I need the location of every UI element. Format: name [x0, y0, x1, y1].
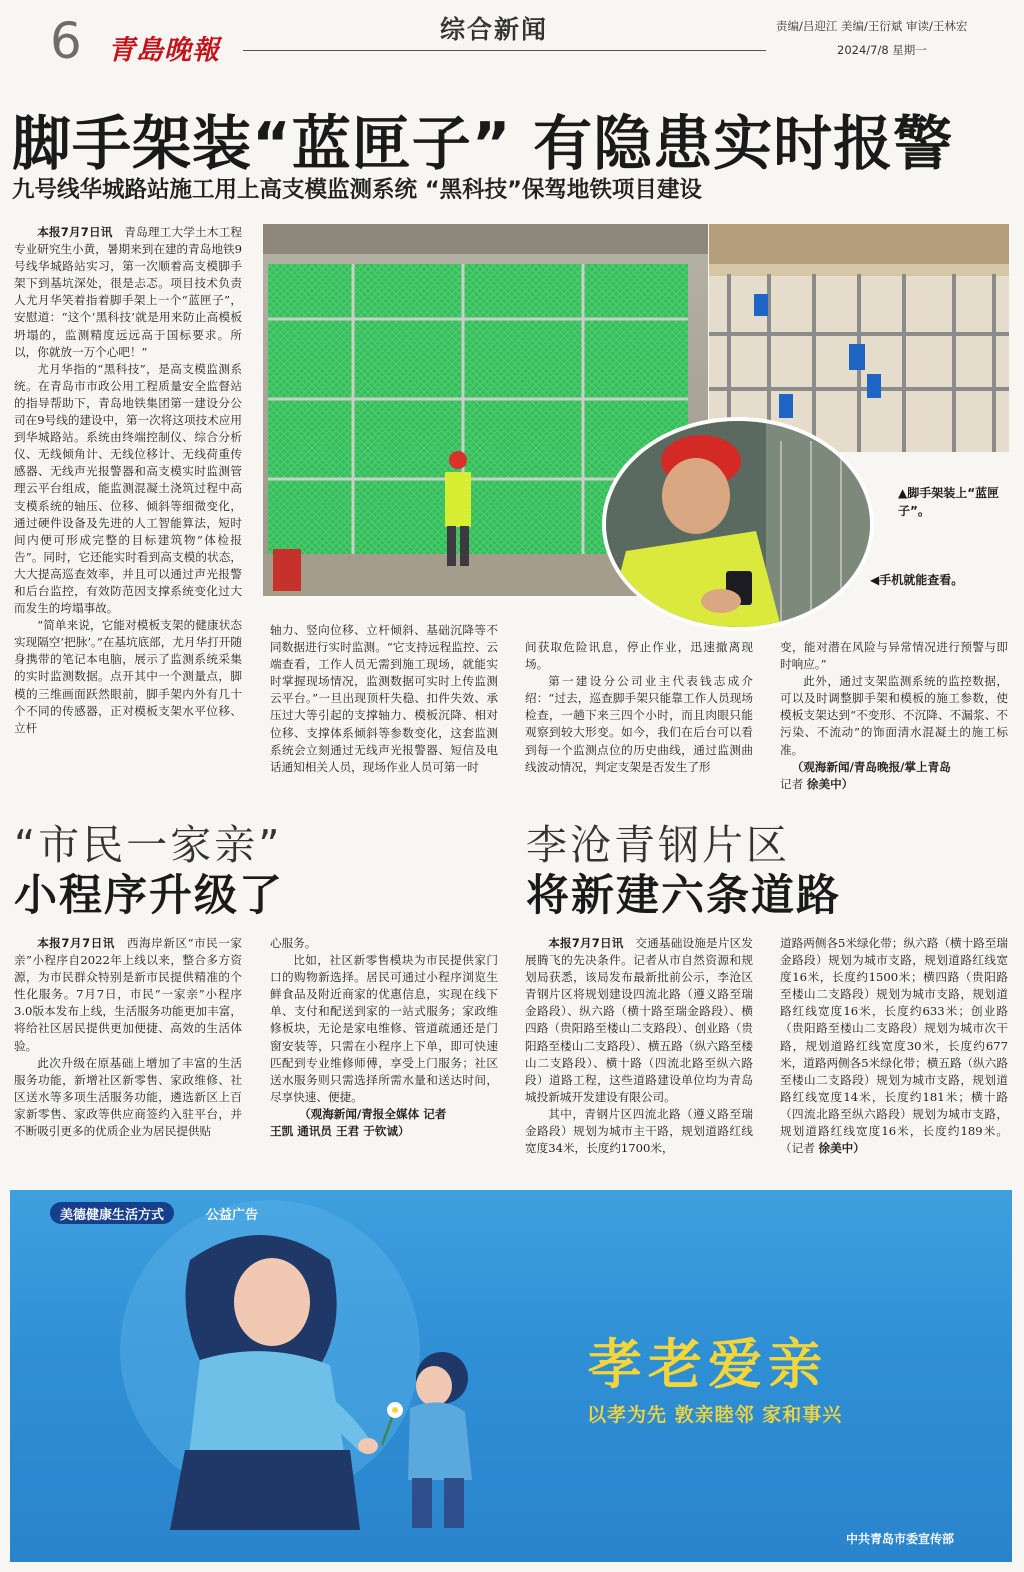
paragraph — [14, 935, 242, 1055]
editor-credits: 责编/吕迎江 美编/王衍斌 审读/王林宏 — [776, 19, 968, 33]
dateline: 本报7月7日讯 — [548, 936, 624, 950]
paragraph — [780, 935, 1008, 1157]
byline — [780, 759, 1008, 793]
story3-title-line2: 将新建六条道路 — [526, 871, 841, 921]
story3-column-2 — [780, 935, 1008, 1180]
masthead-rule — [243, 50, 766, 51]
paragraph: 比如，社区新零售模块为市民提供家门口的购物新选择。居民可通过小程序浏览生鲜食品及附近商家的优惠信息，实现在线下单、支付和配送到家的一站式服务；家政维修板块，无论是家电维修、管道疏通还是门窗安装等，只需在小程序上下单，即可快速匹配到专业维修师傅，享受上门服务；社区送水服务则只需选择所需水量和送达时间，尽享快速、便捷。 — [270, 953, 498, 1104]
page-number: 6 — [50, 12, 82, 70]
paragraph: 轴力、竖向位移、立杆倾斜、基础沉降等不同数据进行实时监测。“它支持远程监控、云端查看，工作人员无需到施工现场，就能实时掌握现场情况，监测数据可实时上传监测云平台。”一旦出现顶杆失稳、扣件失效、承压过大等引起的支撑轴力、模板沉降、相对位移、支撑体系倾斜等参数变化，这套监测系统会立刻通过无线声光报警器、短信及电话通知相关人员，现场作业人员可第一时 — [270, 623, 498, 774]
paragraph-text: 交通基础设施是片区发展腾飞的先决条件。记者从市自然资源和规划局获悉，该局发布最新批前公示，李沧区青钢片区将规划建设四流北路（遵义路至瑞金路段）、纵六路（横十路至瑞金路段）、横四路（贵阳路至楼山二支路段）、创业路（贵阳路至楼山二支路段）、横五路（纵六路至楼山二支路段）、横十路（四流北路至纵六路段）道路工程，这些道路建设单位均为青岛城投新城开发建设有限公司。 — [525, 936, 753, 1104]
photo-caption-1: ▲脚手架装上“蓝匣子”。 — [898, 486, 1000, 518]
lead-subhead: 九号线华城路站施工用上高支模监测系统 “黑科技”保驾地铁项目建设 — [12, 177, 702, 203]
paragraph: 第一建设分公司业主代表钱志成介绍：“过去，巡查脚手架只能靠工作人员现场检查，一趟下来三四个小时，而且肉眼只能观察到较大形变。如今，我们在后台可以看到每一个监测点位的历史曲线，通过监测曲线波动情况，判定支架是否发生了形 — [525, 674, 753, 774]
lead-headline: 脚手架装“蓝匣子” 有隐患实时报警 — [12, 109, 954, 178]
dateline: 本报7月7日讯 — [37, 936, 115, 950]
publication-date: 2024/7/8 星期一 — [837, 43, 927, 57]
ad-theme-tag: 美德健康生活方式 — [50, 1202, 174, 1224]
story2-column-2 — [270, 935, 498, 1180]
story2-title-line2: 小程序升级了 — [14, 871, 284, 921]
lead-column-3 — [525, 639, 753, 797]
public-service-ad — [10, 1190, 1012, 1562]
paragraph: 间获取危险讯息，停止作业，迅速撤离现场。 — [525, 640, 753, 672]
ad-slogan: 以孝为先 敦亲睦邻 家和事兴 — [587, 1404, 843, 1426]
paragraph: 变，能对潜在风险与异常情况进行预警与即时响应。” — [780, 640, 1008, 672]
byline — [270, 1106, 498, 1140]
ad-type-label: 公益广告 — [206, 1208, 259, 1223]
paragraph: 其中，青钢片区四流北路（遵义路至瑞金路段）规划为城市主干路，规划道路红线宽度34米，长度约1700米， — [525, 1106, 753, 1156]
mother-child-illustration — [10, 1190, 1012, 1562]
paper-logo: 青島晚報 — [108, 35, 220, 66]
story2-title-line1: “市民一家亲” — [14, 821, 283, 869]
story3-column-1 — [525, 935, 753, 1180]
byline-source: （观海新闻/青岛晚报/掌上青岛 — [791, 759, 951, 774]
paragraph-text: 西海岸新区“市民一家亲”小程序自2022年上线以来，整合多方资源，为市民群众特别是新市民提供精准的个性化服务。7月7日，市民“一家亲”小程序3.0版本发布上线，生活服务功能更加丰富，将给社区居民提供更加便捷、高效的生活体验。 — [14, 936, 242, 1053]
photo-caption-2: ◀手机就能查看。 — [870, 573, 964, 587]
byline-names: 王凯 通讯员 王君 于钦诚） — [270, 1124, 410, 1139]
byline-label: （记者 — [780, 1141, 815, 1156]
paragraph — [525, 935, 753, 1106]
lead-column-1 — [14, 224, 242, 794]
lead-column-4 — [780, 639, 1008, 797]
dateline: 本报7月7日讯 — [37, 225, 113, 239]
paragraph: 心服务。 — [270, 936, 317, 950]
paragraph: 此外，通过支架监测系统的监控数据，可以及时调整脚手架和模板的施工参数，使模板支架达到“不变形、不沉降、不漏浆、不污染、不流动”的饰面清水混凝土的施工标准。 — [780, 674, 1008, 757]
phone-monitoring-photo — [602, 417, 874, 631]
paragraph — [14, 224, 242, 361]
paragraph: “简单来说，它能对模板支架的健康状态实现隔空‘把脉’。”在基坑底部，尤月华打开随身携带的笔记本电脑，展示了监测系统采集的实时监测数据。点开其中一个测量点，脚模的三维画面跃然眼前，脚手架内外有几十个不同的传感器，正对模板支架水平位移、立杆 — [14, 618, 242, 735]
byline-label: 记者 — [780, 776, 804, 791]
masthead — [0, 0, 1024, 82]
section-name: 综合新闻 — [440, 15, 549, 44]
story2-column-1 — [14, 935, 242, 1180]
byline-source: （观海新闻/青报全媒体 记者 — [299, 1106, 447, 1121]
ad-title: 孝老爱亲 — [588, 1333, 828, 1396]
ad-sponsor: 中共青岛市委宣传部 — [846, 1532, 955, 1546]
paragraph-text: 道路两侧各5米绿化带；纵六路（横十路至瑞金路段）规划为城市支路，规划道路红线宽度16米，长度约1500米；横四路（贵阳路至楼山二支路段）规划为城市支路，规划道路红线宽度16米，长度约633米；创业路（贵阳路至楼山二支路段）规划为城市次干路，规划道路红线宽度30米，长度约677米，道路两侧各5米绿化带；横五路（纵六路至楼山二支路段）规划为城市支路，规划道路红线宽度14米，长度约181米；横十路（四流北路至纵六路段）规划为城市支路，规划道路红线宽度16米，长度约189米。 — [780, 936, 1008, 1139]
paragraph-text: 青岛理工大学土木工程专业研究生小黄，暑期来到在建的青岛地铁9号线华城路站实习，第一次顺着高支模脚手架下到基坑深处，很是忐忑。项目技术负责人尤月华笑着指着脚手架上一个“蓝匣子”，安慰道：“这个‘黑科技’就是用来防止高模板坍塌的，监测精度远远高于国标要求。所以，你就放一万个心吧！” — [14, 225, 242, 359]
byline-reporter: 徐美中） — [818, 1141, 865, 1156]
paragraph: 尤月华指的“黑科技”，是高支模监测系统。在青岛市市政公用工程质量安全监督站的指导帮助下，青岛地铁集团第一建设分公司在9号线的建设中，第一次将这项技术应用到华城路站。系统由终端控制仪、综合分析仪、无线倾角计、无线位移计、无线荷重传感器、无线声光报警器和高支模实时监测管理云平台组成，能监测混凝土浇筑过程中高支模系统的轴压、位移、倾斜等细微变化，通过硬件设备及先进的人工智能算法，短时间内便可形成完整的目标建筑物“体检报告”。同时，它还能实时看到高支模的状态，大大提高巡查效率，并且可以通过声光报警和后台监控，有效防范因支撑系统变化过大而发生的垮塌事故。 — [14, 361, 242, 616]
story3-title-line1: 李沧青钢片区 — [526, 821, 790, 869]
lead-column-2 — [270, 622, 498, 797]
byline-reporter: 徐美中） — [806, 776, 854, 791]
paragraph: 此次升级在原基础上增加了丰富的生活服务功能，新增社区新零售、家政维修、社区送水等多项生活服务功能，遴选新区上百家新零售、家政等供应商签约入驻平台，并不断吸引更多的优质企业为居民提供贴 — [14, 1055, 242, 1139]
